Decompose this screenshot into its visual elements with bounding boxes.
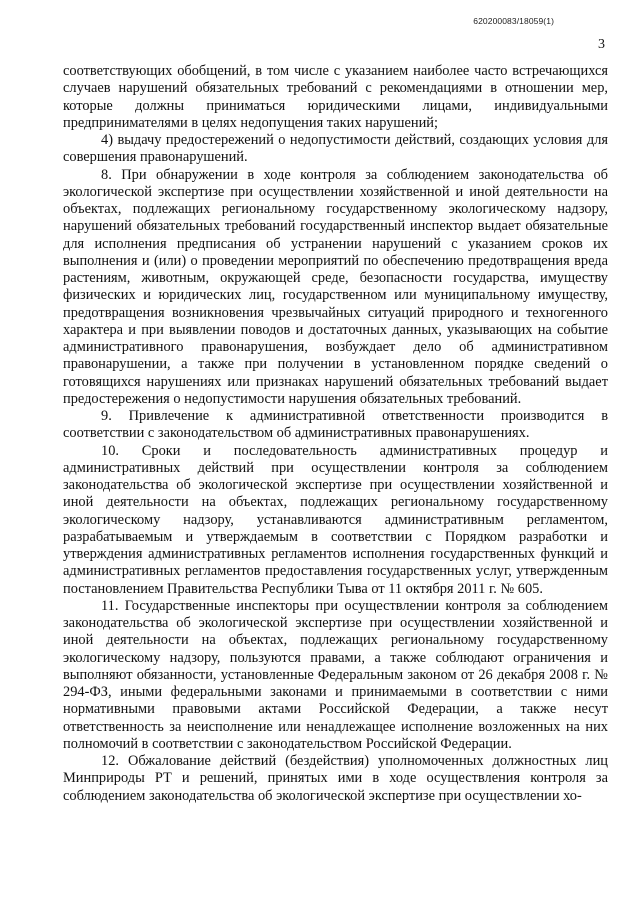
paragraph-8: 8. При обнаружении в ходе контроля за соблюдением законодательства об экологической экспертизе при осуществлении хозяйственной и иной деятельности на объектах, подлежащих региональному государственному экологическому надзору, нарушений обязательных требований государственный инспектор выдает обязательные для исполнения предписания об устранении нарушений с указанием сроков их выполнения и (или) о проведении мероприятий по обеспечению предотвращения вреда растениям, животным, окружающей среде, безопасности государства, имуществу физических и юридических лиц, государственном или муниципальному имуществу, предотвращения возникновения чрезвычайных ситуаций природного и техногенного характера и при выявлении поводов и достаточных данных, указывающих на событие административного правонарушения, возбуждает дело об административном правонарушении, а также при получении в установленном порядке сведений о готовящихся нарушениях или признаках нарушений обязательных требований выдает предостережения о недопустимости нарушения обязательных требований. (63, 166, 608, 407)
paragraph-item-4: 4) выдачу предостережений о недопустимости действий, создающих условия для совершения правонарушений. (63, 132, 608, 166)
paragraph-continuation: соответствующих обобщений, в том числе с указанием наиболее часто встречающихся случаев нарушений обязательных требований с рекомендациями в отношении мер, которые должны приниматься юридическими лицами, индивидуальными предпринимателями в целях недопущения таких нарушений; (63, 63, 608, 131)
paragraph-10: 10. Сроки и последовательность административных процедур и административных действий при осуществлении контроля за соблюдением законодательства об экологической экспертизе при осуществлении хозяйственной и иной деятельности на объектах, подлежащих региональному государственному экологическому надзору, устанавливаются административным регламентом, разрабатываемым и утверждаемым в соответствии с Порядком разработки и утверждения административных регламентов исполнения государственных функций и административных регламентов предоставления государственных услуг, утвержденным постановлением Правительства Республики Тыва от 11 октября 2011 г. № 605. (63, 442, 608, 597)
page-number: 3 (598, 37, 605, 52)
paragraph-9: 9. Привлечение к административной ответственности производится в соответствии с законодательством об административных правонарушениях. (63, 408, 608, 442)
document-code: 620200083/18059(1) (473, 16, 554, 26)
document-body (63, 63, 608, 805)
paragraph-11: 11. Государственные инспекторы при осуществлении контроля за соблюдением законодательства об экологической экспертизе при осуществлении хозяйственной и иной деятельности на объектах, подлежащих региональному государственному экологическому надзору, пользуются правами, а также соблюдают ограничения и выполняют обязанности, установленные Федеральным законом от 26 декабря 2008 г. № 294-ФЗ, иными федеральными законами и принимаемыми в соответствии с ними нормативными правовыми актами Российской Федерации, а также несут ответственность за неисполнение или ненадлежащее исполнение возложенных на них полномочий в соответствии с законодательством Российской Федерации. (63, 597, 608, 752)
paragraph-12: 12. Обжалование действий (бездействия) уполномоченных должностных лиц Минприроды РТ и решений, принятых ими в ходе осуществления контроля за соблюдением законодательства об экологической экспертизе при осуществлении хо- (63, 753, 608, 804)
